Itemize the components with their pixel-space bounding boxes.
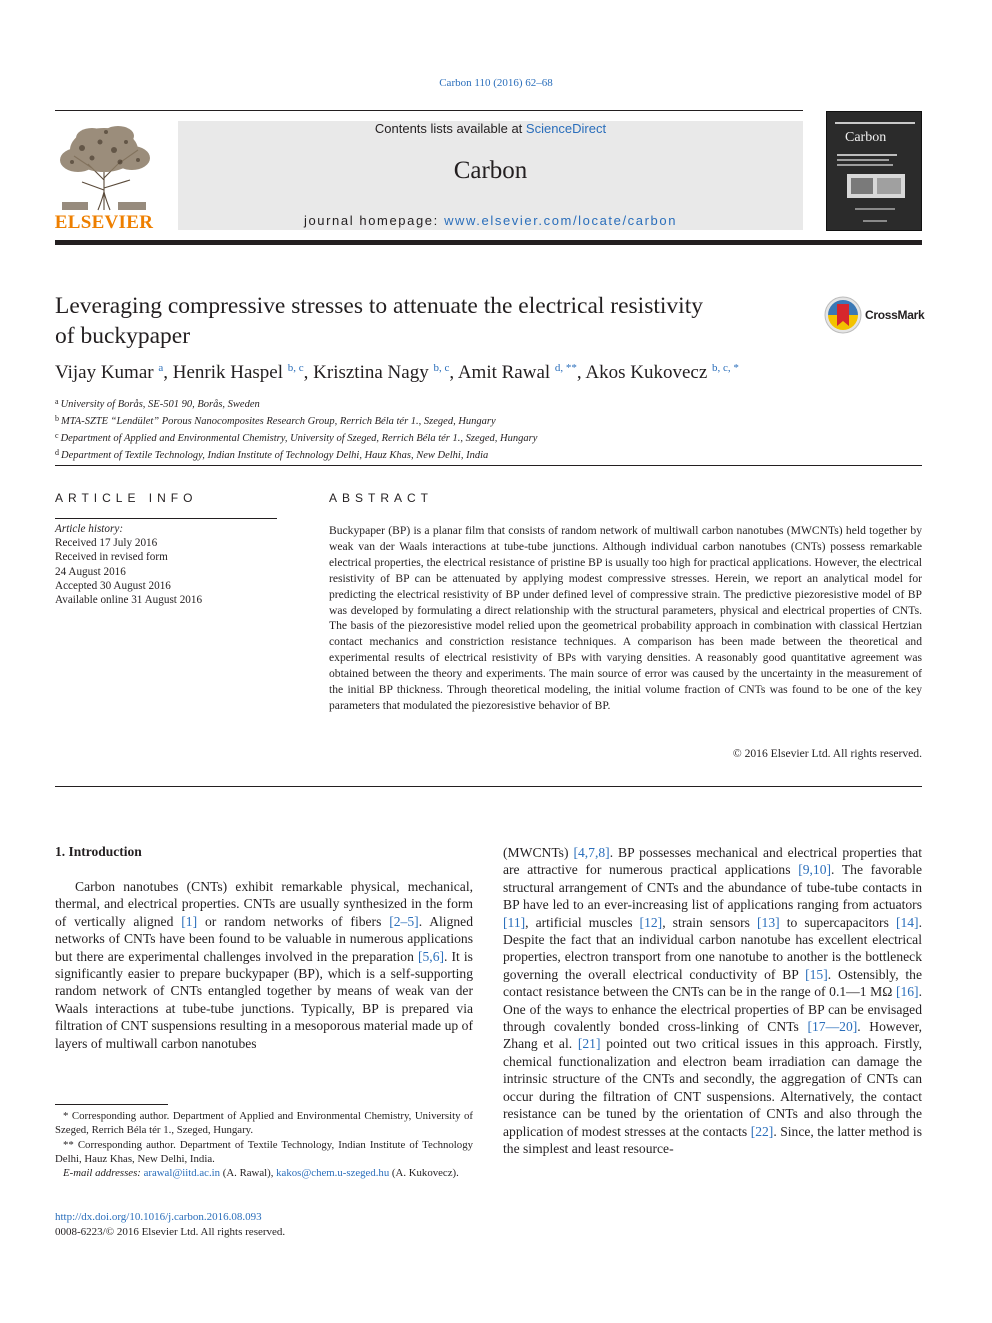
issn-copyright: 0008-6223/© 2016 Elsevier Ltd. All rights reserved. (55, 1226, 286, 1238)
affiliation-text: Department of Textile Technology, Indian Institute of Technology Delhi, Hauz Khas, New Delhi, India (61, 450, 489, 461)
intro-column-right (503, 844, 922, 1157)
author-separator: , (449, 362, 458, 383)
affiliation-key: a (55, 397, 59, 406)
elsevier-tree-icon (52, 120, 156, 212)
reference-link[interactable]: [12] (639, 914, 663, 930)
journal-homepage-link[interactable]: www.elsevier.com/locate/carbon (444, 213, 678, 228)
reference-link[interactable]: [4,7,8] (573, 845, 610, 860)
reference-link[interactable]: [1] (181, 913, 198, 929)
body-text: . It is significantly easier to prepare buckypaper (BP), which is a self-supporting random network of CNTs entangled together by means of weak van der Waals interactions at tube-tube junctions. Typically, BP is prepared via filtration of CNT suspensions resulting in a mesoporous material made up of layers of multiwall carbon nanotubes (55, 948, 473, 1051)
journal-homepage-line (178, 213, 803, 228)
reference-link[interactable]: [22] (750, 1123, 774, 1139)
abstract-rule (55, 786, 922, 787)
affiliation-key: b (55, 414, 59, 423)
reference-link[interactable]: [9,10] (798, 862, 832, 878)
author-name[interactable]: Vijay Kumar (55, 362, 154, 383)
history-line: Received in revised form (55, 551, 168, 564)
author-separator: , (163, 362, 173, 383)
journal-citation[interactable]: Carbon 110 (2016) 62–68 (439, 77, 553, 89)
homepage-prefix: journal homepage: (303, 213, 445, 228)
header-thick-rule (55, 240, 922, 245)
body-text: . Ostensibly, the contact resistance between the CNTs can be in the range of 0.1—1 MΩ (503, 966, 922, 1000)
body-text: . Despite the fact that an individual carbon nanotube has excellent electrical properties, electron transport from one nanotube to another is the bottleneck governing the overall electrical conductivity of BP (503, 914, 922, 982)
author-affiliation-marks[interactable]: a (158, 362, 164, 374)
affiliation-rule (55, 465, 922, 466)
email-link-rawal[interactable]: arawal@iitd.ac.in (143, 1167, 221, 1180)
journal-title: Carbon (453, 157, 528, 184)
article-history (55, 522, 295, 607)
author-name[interactable]: Krisztina Nagy (313, 362, 429, 383)
body-text: (MWCNTs) (503, 845, 574, 860)
affiliation-item (55, 446, 925, 463)
sciencedirect-link[interactable]: ScienceDirect (525, 121, 607, 136)
body-text: . The favorable structural arrangement of CNTs and the abundance of tube-tube contacts in BP have led to an ever-increasing list of applications ranging from actuators (503, 862, 922, 913)
footnote-corresponding-2: ** Corresponding author. Department of Textile Technology, Indian Institute of Technology Delhi, Hauz Khas, New Delhi, India. (55, 1138, 473, 1165)
doi-link[interactable]: http://dx.doi.org/10.1016/j.carbon.2016.08.093 (55, 1211, 262, 1223)
history-line: Received 17 July 2016 (55, 537, 158, 550)
author-affiliation-marks[interactable]: b, c (433, 362, 450, 374)
author-name[interactable]: Henrik Haspel (172, 362, 284, 383)
abstract-text: Buckypaper (BP) is a planar film that consists of random network of multiwall carbon nanotubes (MWCNTs) held together by weak van der Waals interactions at tube-tube junctions. Although individual carbon nanotubes (CNTs) possess remarkable electrical properties, the electrical resistance of pristine BP is usually too high for practical applications. However, the electrical resistivity of BP can be attenuated by applying modest compressive stresses. Herein, we report an analytical model for predicting the electrical resistivity of BP under defined level of compressive strain. The predictive piezoresistive model of BP was developed by formulating a direct relationship with the structural parameters, physical and electrical properties of CNTs. The basis of the piezoresistive model relied upon the geometrical probability approach in combination with classical Hertzian contact mechanics and constriction resistance techniques. A comparison has been made between the theoretical and experimental results of electrical resistivity of BPs with varying densities. A reasonably good quantitative agreement was obtained between the theory and experiments. The main source of error was caused by the uncertainty in the measurement of the initial BP thickness. Through theoretical modeling, the initial volume fraction of CNTs was found to be one of the key parameters that modulated the piezoresistive behavior of BP. (329, 524, 922, 712)
body-text: , artificial muscles (525, 914, 640, 930)
contents-prefix: Contents lists available at (374, 121, 526, 136)
affiliation-key: d (55, 448, 59, 457)
footnote-emails (55, 1166, 473, 1180)
author-affiliation-marks[interactable]: b, c, * (712, 362, 739, 374)
body-text: Carbon nanotubes (CNTs) exhibit remarkable physical, mechanical, thermal, and electrical properties. CNTs are usually synthesized in the form of vertically aligned (55, 879, 473, 929)
crossmark-badge[interactable] (824, 296, 924, 336)
paper-title-line-2: of buckypaper (55, 323, 191, 349)
journal-header-band (178, 121, 803, 230)
article-info-heading: ARTICLE INFO (55, 491, 198, 505)
body-text: . Aligned networks of CNTs have been found to be valuable in numerous applications but there are experimental challenges involved in the preparation (55, 913, 473, 964)
reference-link[interactable]: [11] (503, 914, 526, 930)
affiliation-list (55, 395, 925, 463)
email-owner-kukovecz: (A. Kukovecz). (389, 1167, 459, 1180)
body-text: . However, Zhang et al. (503, 1019, 922, 1052)
body-text: . BP possesses mechanical and electrical properties that are attractive for numerous practical applications (503, 845, 922, 878)
email-owner-rawal: (A. Rawal), (220, 1167, 277, 1180)
affiliation-key: c (55, 431, 59, 440)
affiliation-text: MTA-SZTE “Lendület” Porous Nanocomposites Research Group, Rerrich Béla tér 1., Szeged, Hungary (61, 416, 496, 427)
paper-title-line-1: Leveraging compressive stresses to attenuate the electrical resistivity (55, 293, 703, 319)
contents-available-line (178, 121, 803, 136)
author-separator: , (303, 362, 314, 383)
author-affiliation-marks[interactable]: d, ** (554, 362, 577, 374)
body-text: to supercapacitors (779, 914, 896, 930)
author-separator: , (576, 362, 586, 383)
cover-journal-name: Carbon (845, 130, 887, 145)
affiliation-item (55, 412, 925, 429)
affiliation-item (55, 395, 925, 412)
article-info-rule (55, 518, 277, 519)
reference-link[interactable]: [21] (577, 1036, 601, 1052)
footnote-corresponding-1: * Corresponding author. Department of Applied and Environmental Chemistry, University of Szeged, Rerrich Béla tér 1., Szeged, Hungary. (55, 1110, 473, 1137)
history-line: Accepted 30 August 2016 (55, 579, 171, 592)
body-text: , strain sensors (662, 914, 757, 930)
reference-link[interactable]: [16] (895, 984, 919, 1000)
elsevier-wordmark: ELSEVIER (54, 212, 154, 233)
body-text: or random networks of fibers (197, 913, 390, 929)
abstract-copyright: © 2016 Elsevier Ltd. All rights reserved. (732, 747, 922, 760)
author-list (55, 362, 925, 384)
author-name[interactable]: Akos Kukovecz (585, 362, 708, 383)
journal-cover-thumbnail[interactable] (826, 111, 922, 231)
affiliation-text: Department of Applied and Environmental Chemistry, University of Szeged, Rerrich Béla tér 1., Szeged, Hungary (60, 433, 538, 444)
body-text: pointed out two critical issues in this approach. Firstly, chemical functionalization and electron beam irradiation can damage the intrinsic structure of the CNTs and secondly, the aggregation of CNTs can occur during the filtration of CNT suspensions. Alternatively, the contact resistance can be tuned by the orientation of CNTs and also through the application of modest stresses at the contacts (503, 1036, 923, 1139)
crossmark-icon (824, 296, 862, 334)
reference-link[interactable]: [15] (805, 966, 828, 982)
paper-title (55, 291, 805, 351)
reference-link[interactable]: [17—20] (807, 1019, 858, 1035)
reference-link[interactable]: [5,6] (417, 948, 445, 964)
header-rule (55, 110, 803, 111)
section-heading-introduction: 1. Introduction (55, 844, 142, 859)
elsevier-logo[interactable] (52, 120, 156, 234)
footnote-rule (55, 1104, 168, 1105)
reference-link[interactable]: [14] (895, 914, 919, 930)
affiliation-item (55, 429, 925, 446)
history-line: 24 August 2016 (55, 565, 126, 578)
reference-link[interactable]: [2–5] (389, 913, 419, 929)
email-link-kukovecz[interactable]: kakos@chem.u-szeged.hu (276, 1167, 390, 1180)
abstract-heading: ABSTRACT (329, 491, 434, 505)
article-history-label: Article history: (55, 523, 124, 535)
body-text: . One of the ways to enhance the electrical properties of BP can be envisaged through covalently bonded cross-linking of CNTs (503, 984, 922, 1035)
footnotes (55, 1109, 473, 1180)
author-name[interactable]: Amit Rawal (457, 362, 551, 383)
body-text: . Since, the latter method is the simplest and least resource- (503, 1123, 922, 1156)
affiliation-text: University of Borås, SE-501 90, Borås, Sweden (60, 399, 260, 410)
intro-column-left (55, 878, 473, 1052)
author-affiliation-marks[interactable]: b, c (287, 362, 304, 374)
reference-link[interactable]: [13] (757, 914, 780, 930)
crossmark-label: CrossMark (865, 308, 925, 322)
history-line: Available online 31 August 2016 (55, 594, 203, 607)
email-label: E-mail addresses: (63, 1167, 141, 1180)
